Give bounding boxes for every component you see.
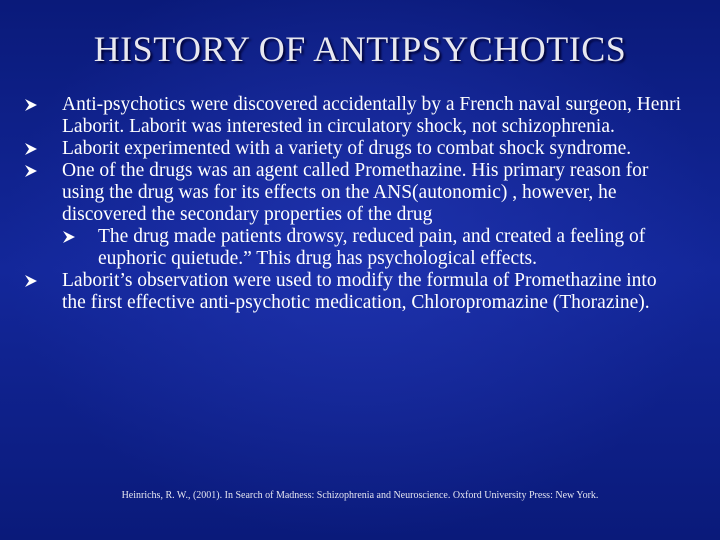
sub-bullet-item — [62, 226, 684, 270]
bullet-item — [24, 270, 684, 314]
slide-title: HISTORY OF ANTIPSYCHOTICS — [93, 29, 627, 69]
arrowhead-bullet-icon — [24, 142, 38, 156]
bullet-text: Laborit’s observation were used to modify the formula of Promethazine into the first effective anti-psychotic medication, Chloropromazine (Thorazine). — [62, 270, 657, 313]
bullet-text: Laborit experimented with a variety of drugs to combat shock syndrome. — [62, 138, 632, 159]
bullet-item — [24, 160, 684, 270]
bullet-text: Anti-psychotics were discovered accidentally by a French naval surgeon, Henri Laborit. Laborit was interested in circulatory shock, not schizophrenia. — [62, 94, 682, 137]
arrowhead-bullet-icon — [24, 274, 38, 288]
bullet-text: The drug made patients drowsy, reduced pain, and created a feeling of euphoric quietude.” This drug has psychological effects. — [98, 226, 646, 269]
arrowhead-bullet-icon — [24, 98, 38, 112]
bullet-text: One of the drugs was an agent called Promethazine. His primary reason for using the drug was for its effects on the ANS(autonomic) , however, he discovered the secondary properties of the drug — [62, 160, 649, 225]
bullet-list — [24, 94, 684, 314]
bullet-item — [24, 138, 684, 160]
arrowhead-bullet-icon — [24, 164, 38, 178]
citation: Heinrichs, R. W., (2001). In Search of Madness: Schizophrenia and Neuroscience. Oxford University Press: New York. — [121, 490, 599, 501]
sub-bullet-list — [62, 226, 684, 270]
arrowhead-bullet-icon — [62, 230, 76, 244]
bullet-item — [24, 94, 684, 138]
